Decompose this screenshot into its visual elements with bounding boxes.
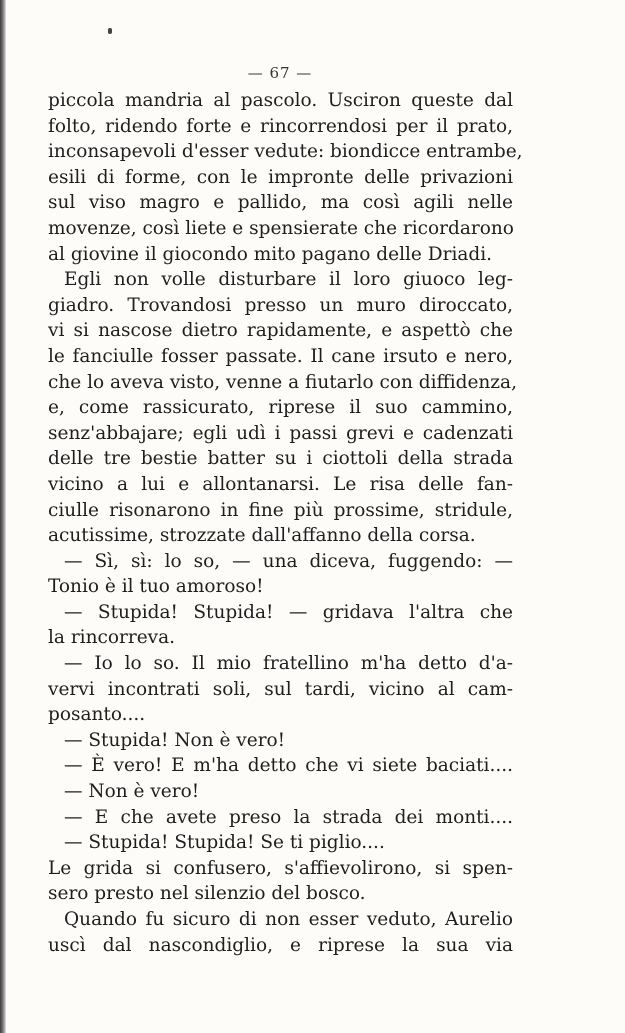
text-line: — Io lo so. Il mio fratellino m'ha detto d'a- <box>64 653 513 675</box>
text-line: senz'abbajare; egli udì i passi grevi e cadenzati <box>48 422 513 444</box>
text-line: — Non è vero! <box>64 781 200 803</box>
text-line: acutissime, strozzate dall'affanno della corsa. <box>48 525 476 547</box>
text-line: Quando fu sicuro di non esser veduto, Aurelio <box>64 909 513 930</box>
text-line: — Stupida! Stupida! Se ti piglio.... <box>64 832 385 854</box>
text-line: — Stupida! Stupida! — gridava l'altra che <box>64 601 513 623</box>
text-line: inconsapevoli d'esser vedute: biondicce entrambe, <box>48 141 523 163</box>
text-line: e, come rassicurato, riprese il suo cammino, <box>48 397 513 419</box>
text-line: piccola mandria al pascolo. Usciron queste dal <box>48 90 513 111</box>
text-line: posanto.... <box>48 704 146 726</box>
text-line: Le grida si confusero, s'affievolirono, si spen- <box>48 857 513 879</box>
text-line: — E che avete preso la strada dei monti.... <box>64 806 513 828</box>
page-binding-edge <box>0 0 6 1033</box>
text-line: — Sì, sì: lo so, — una diceva, fuggendo: — <box>64 550 513 572</box>
text-line: giadro. Trovandosi presso un muro diroccato, <box>48 294 513 316</box>
text-line: movenze, così liete e spensierate che ricordarono <box>48 217 514 239</box>
text-line: che lo aveva visto, venne a fiutarlo con diffidenza, <box>48 371 517 393</box>
page-number: — 67 — <box>247 64 313 82</box>
text-line: le fanciulle fosser passate. Il cane irsuto e nero, <box>48 345 513 367</box>
text-line: ciulle risonarono in fine più prossime, stridule, <box>48 499 513 521</box>
text-line: delle tre bestie batter su i ciottoli della strada <box>48 448 513 470</box>
text-line: vi si nascose dietro rapidamente, e aspettò che <box>48 320 513 342</box>
text-line: Tonio è il tuo amoroso! <box>48 576 264 598</box>
text-line: la rincorreva. <box>48 627 175 649</box>
text-line: uscì dal nascondiglio, e riprese la sua via <box>48 934 513 956</box>
text-line: Egli non volle disturbare il loro giuoco leg- <box>64 269 513 291</box>
text-line: al giovine il giocondo mito pagano delle Driadi. <box>48 243 493 265</box>
text-line: vicino a lui e allontanarsi. Le risa delle fan- <box>48 473 513 495</box>
text-line: folto, ridendo forte e rincorrendosi per il prato, <box>48 115 513 137</box>
text-line: sul viso magro e pallido, ma così agili nelle <box>48 192 513 214</box>
text-line: — Stupida! Non è vero! <box>64 729 286 751</box>
text-line: — È vero! E m'ha detto che vi siete baciati.... <box>64 755 513 777</box>
text-line: sero presto nel silenzio del bosco. <box>48 883 366 905</box>
text-line: esili di forme, con le impronte delle privazioni <box>48 166 513 188</box>
text-line: vervi incontrati soli, sul tardi, vicino al cam- <box>48 678 513 700</box>
ink-speck <box>108 28 112 34</box>
body-text <box>48 88 523 958</box>
